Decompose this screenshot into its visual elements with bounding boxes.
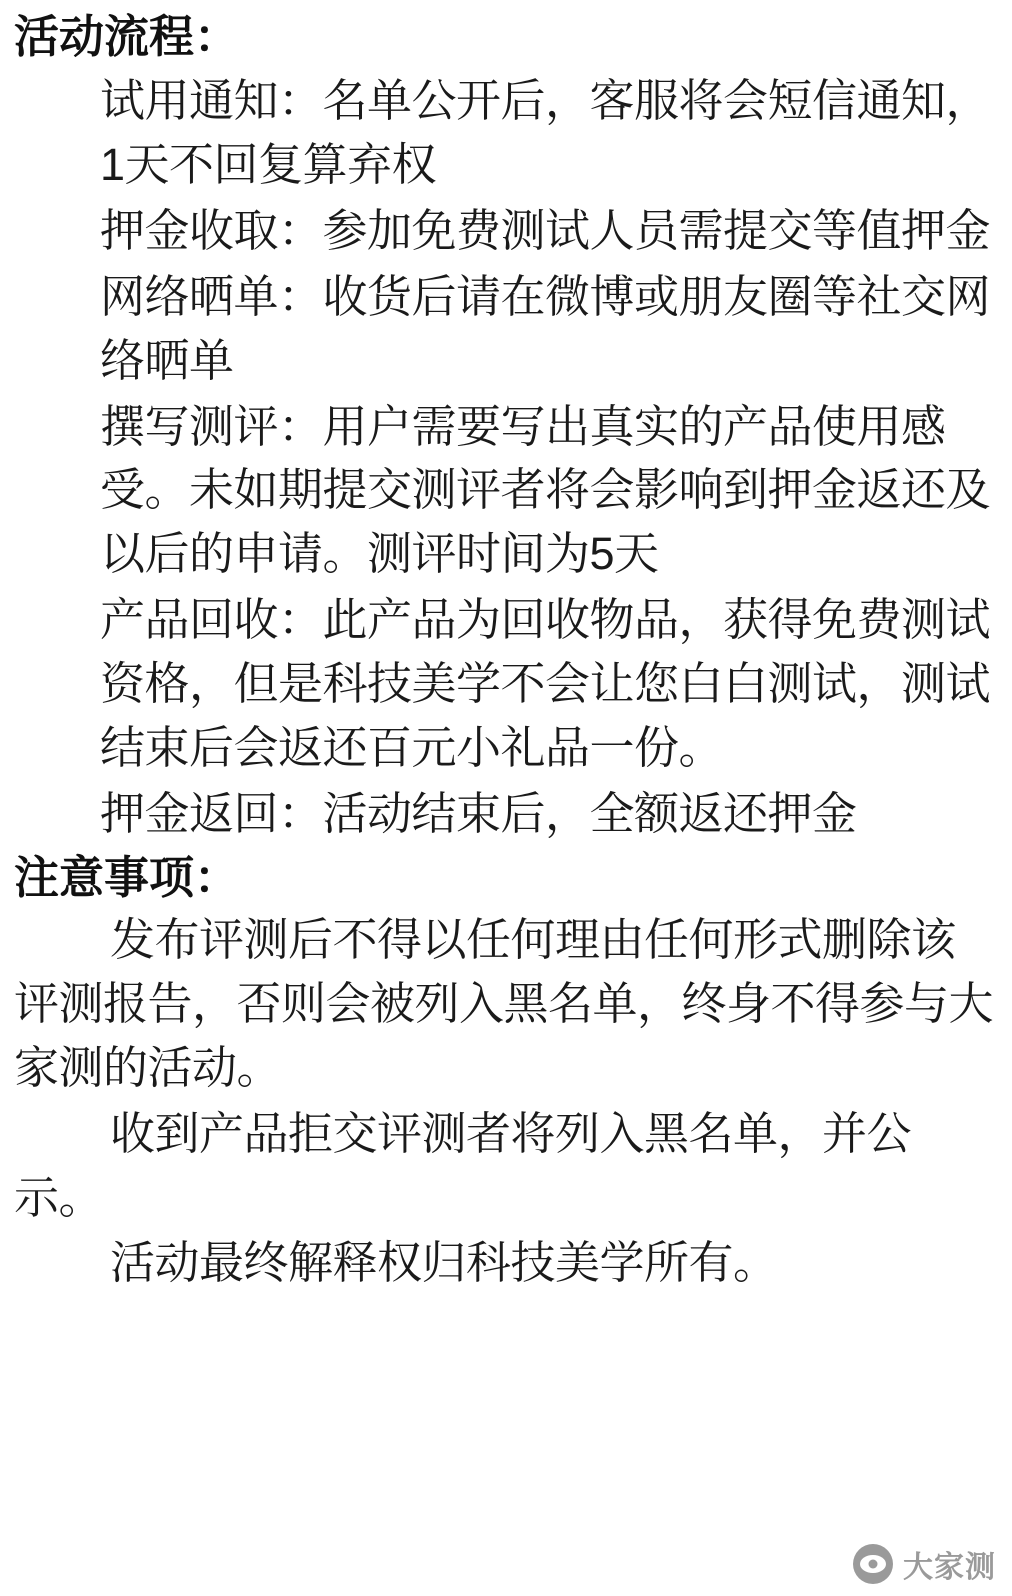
process-item-recycle: 产品回收：此产品为回收物品，获得免费测试资格，但是科技美学不会让您白白测试，测试结束后会返还百元小礼品一份。 [100,594,991,773]
process-item-notification: 试用通知：名单公开后，客服将会短信通知，1天不回复算弃权 [100,75,991,190]
notice-list [14,908,994,1295]
process-list [14,69,994,846]
process-item-review: 撰写测评：用户需要写出真实的产品使用感受。未如期提交测评者将会影响到押金返还及以后的申请。测评时间为5天 [100,400,991,580]
watermark-label: 大家测 [903,1551,996,1584]
process-item-refund: 押金返回：活动结束后，全额返还押金 [100,787,857,839]
notice-item-final-interpretation: 活动最终解释权归科技美学所有。 [110,1237,778,1289]
process-item-share: 网络晒单：收货后请在微博或朋友圈等社交网络晒单 [100,270,991,386]
process-heading: 活动流程： [14,11,240,62]
process-item-deposit: 押金收取：参加免费测试人员需提交等值押金 [100,204,991,256]
notice-heading: 注意事项： [14,851,240,903]
notice-item-no-delete: 发布评测后不得以任何理由任何形式删除该评测报告，否则会被列入黑名单，终身不得参与大家测的活动。 [14,914,994,1093]
notice-item-blacklist: 收到产品拒交评测者将列入黑名单，并公示。 [14,1107,912,1223]
watermark [853,1542,996,1586]
weibo-eye-icon [853,1544,893,1584]
